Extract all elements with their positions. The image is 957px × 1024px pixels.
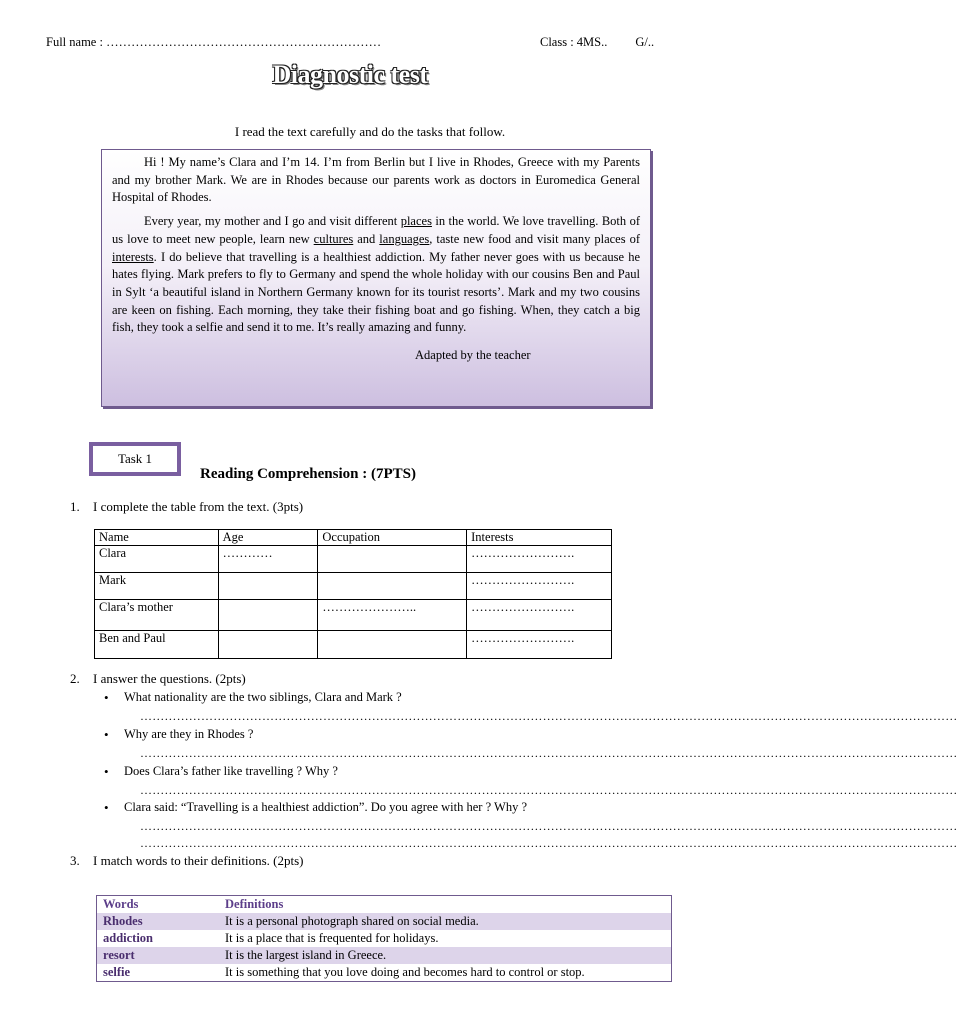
word-cell[interactable]: Rhodes — [97, 913, 220, 930]
info-table — [94, 529, 612, 659]
answer-cell[interactable]: ……………………. — [467, 631, 612, 659]
answer-line[interactable]: ………………………………………………………………………………………………………………………………………………………………………………… — [140, 746, 957, 760]
question-number: 3. — [70, 853, 80, 868]
table-header-row — [95, 530, 612, 546]
word-cell[interactable]: selfie — [103, 965, 131, 979]
question-number: 2. — [70, 671, 80, 686]
table-row — [95, 600, 612, 631]
answer-cell[interactable] — [218, 631, 318, 659]
table-header: Words — [103, 897, 139, 911]
task-label: Task 1 — [117, 451, 153, 466]
table-cell: Clara — [95, 546, 219, 573]
reading-text-box — [101, 149, 651, 407]
text-fragment: and — [353, 231, 380, 246]
table-cell: Mark — [95, 573, 219, 600]
question-item: What nationality are the two siblings, Clara and Mark ? — [124, 690, 402, 704]
text-paragraph-1: Hi ! My name’s Clara and I’m 14. I’m from Berlin but I live in Rhodes, Greece with my Parents and my brother Mark. We are in Rhodes because our parents work as doctors in Euromedica General Hospital of Rhodes. — [112, 155, 640, 205]
answer-cell[interactable] — [218, 573, 318, 600]
table-header: Definitions — [225, 897, 284, 911]
task-title: Reading Comprehension : (7PTS) — [200, 466, 416, 482]
answer-line[interactable]: ………………………………………………………………………………………………………………………………………………………………………………… — [140, 783, 957, 797]
bullet: • — [104, 690, 109, 705]
page-title: Diagnostic test — [272, 60, 428, 89]
text-fragment: , taste new food and visit many places of — [429, 231, 640, 246]
word-cell[interactable]: resort — [97, 947, 220, 964]
table-row — [95, 546, 612, 573]
text-paragraph-2 — [112, 213, 640, 337]
definition-cell[interactable]: It is something that you love doing and becomes hard to control or stop. — [225, 965, 585, 979]
question-item: Does Clara’s father like travelling ? Why ? — [124, 764, 338, 778]
question-3-text: I match words to their definitions. (2pts) — [93, 853, 304, 868]
text-fragment: in the world. We love travelling. Both of us love to meet new people, learn new — [112, 214, 640, 246]
table-cell: Ben and Paul — [95, 631, 219, 659]
answer-cell[interactable]: ……………………. — [467, 573, 612, 600]
text-fragment: . I do believe that travelling is a healthiest addiction. My father never goes with us because he hates flying. Mark prefers to fly to Germany and spend the whole holiday with our cousins Ben and Paul in Sylt ‘a beautiful island in Northern Germany known for its tourist resorts’. Mark and my two cousins are keen on fishing. Each morning, they take their fishing boat and go fishing. When, they catch a big fish, they took a selfie and send it to me. It’s really amazing and funny. — [112, 249, 640, 335]
table-row — [97, 930, 672, 947]
task-label-box — [89, 442, 181, 476]
definition-cell[interactable]: It is the largest island in Greece. — [219, 947, 672, 964]
question-item: Why are they in Rhodes ? — [124, 727, 254, 741]
table-header: Name — [95, 530, 219, 546]
table-row — [95, 631, 612, 659]
definition-cell[interactable]: It is a place that is frequented for holidays. — [225, 931, 439, 945]
answer-cell[interactable] — [318, 573, 467, 600]
answer-line[interactable]: ………………………………………………………………………………………………………………………………………………………………………………… — [140, 709, 957, 723]
answer-cell[interactable]: ………………….. — [318, 600, 467, 631]
question-number: 1. — [70, 499, 80, 514]
definition-cell[interactable]: It is a personal photograph shared on social media. — [219, 913, 672, 930]
instruction-text: I read the text carefully and do the tasks that follow. — [234, 124, 506, 139]
bullet: • — [104, 727, 109, 742]
table-header: Age — [218, 530, 318, 546]
underlined-word: cultures — [313, 231, 354, 246]
text-fragment: Every year, my mother and I go and visit different — [144, 214, 401, 229]
answer-cell[interactable] — [318, 546, 467, 573]
word-cell[interactable]: addiction — [103, 931, 154, 945]
group-label: G/.. — [635, 35, 655, 49]
table-row — [95, 573, 612, 600]
answer-line[interactable]: ………………………………………………………………………………………………………………………………………………………………………………… — [140, 836, 957, 850]
underlined-word: places — [400, 214, 432, 229]
table-cell: Clara’s mother — [95, 600, 219, 631]
question-2-text: I answer the questions. (2pts) — [93, 671, 246, 686]
class-info — [540, 35, 654, 50]
definitions-table — [96, 895, 672, 982]
table-header: Interests — [467, 530, 612, 546]
class-label: Class : 4MS.. — [540, 35, 608, 49]
question-1-text: I complete the table from the text. (3pts) — [93, 499, 304, 514]
answer-cell[interactable]: ……………………. — [467, 546, 612, 573]
answer-cell[interactable] — [318, 631, 467, 659]
table-row — [97, 964, 672, 982]
table-row — [97, 947, 672, 964]
question-item: Clara said: “Travelling is a healthiest addiction”. Do you agree with her ? Why ? — [124, 800, 528, 814]
full-name-field[interactable]: Full name : ………………………………………………………… — [46, 35, 382, 49]
underlined-word: languages — [379, 231, 430, 246]
definitions-header-row — [97, 896, 672, 914]
adapted-by-note: Adapted by the teacher — [415, 348, 531, 363]
bullet: • — [104, 764, 109, 779]
answer-cell[interactable]: ……………………. — [467, 600, 612, 631]
answer-cell[interactable] — [218, 600, 318, 631]
answer-cell[interactable]: ………… — [218, 546, 318, 573]
table-row — [97, 913, 672, 930]
underlined-word: interests — [112, 249, 154, 264]
answer-line[interactable]: ………………………………………………………………………………………………………………………………………………………………………………… — [140, 819, 957, 833]
table-header: Occupation — [318, 530, 467, 546]
bullet: • — [104, 800, 109, 815]
